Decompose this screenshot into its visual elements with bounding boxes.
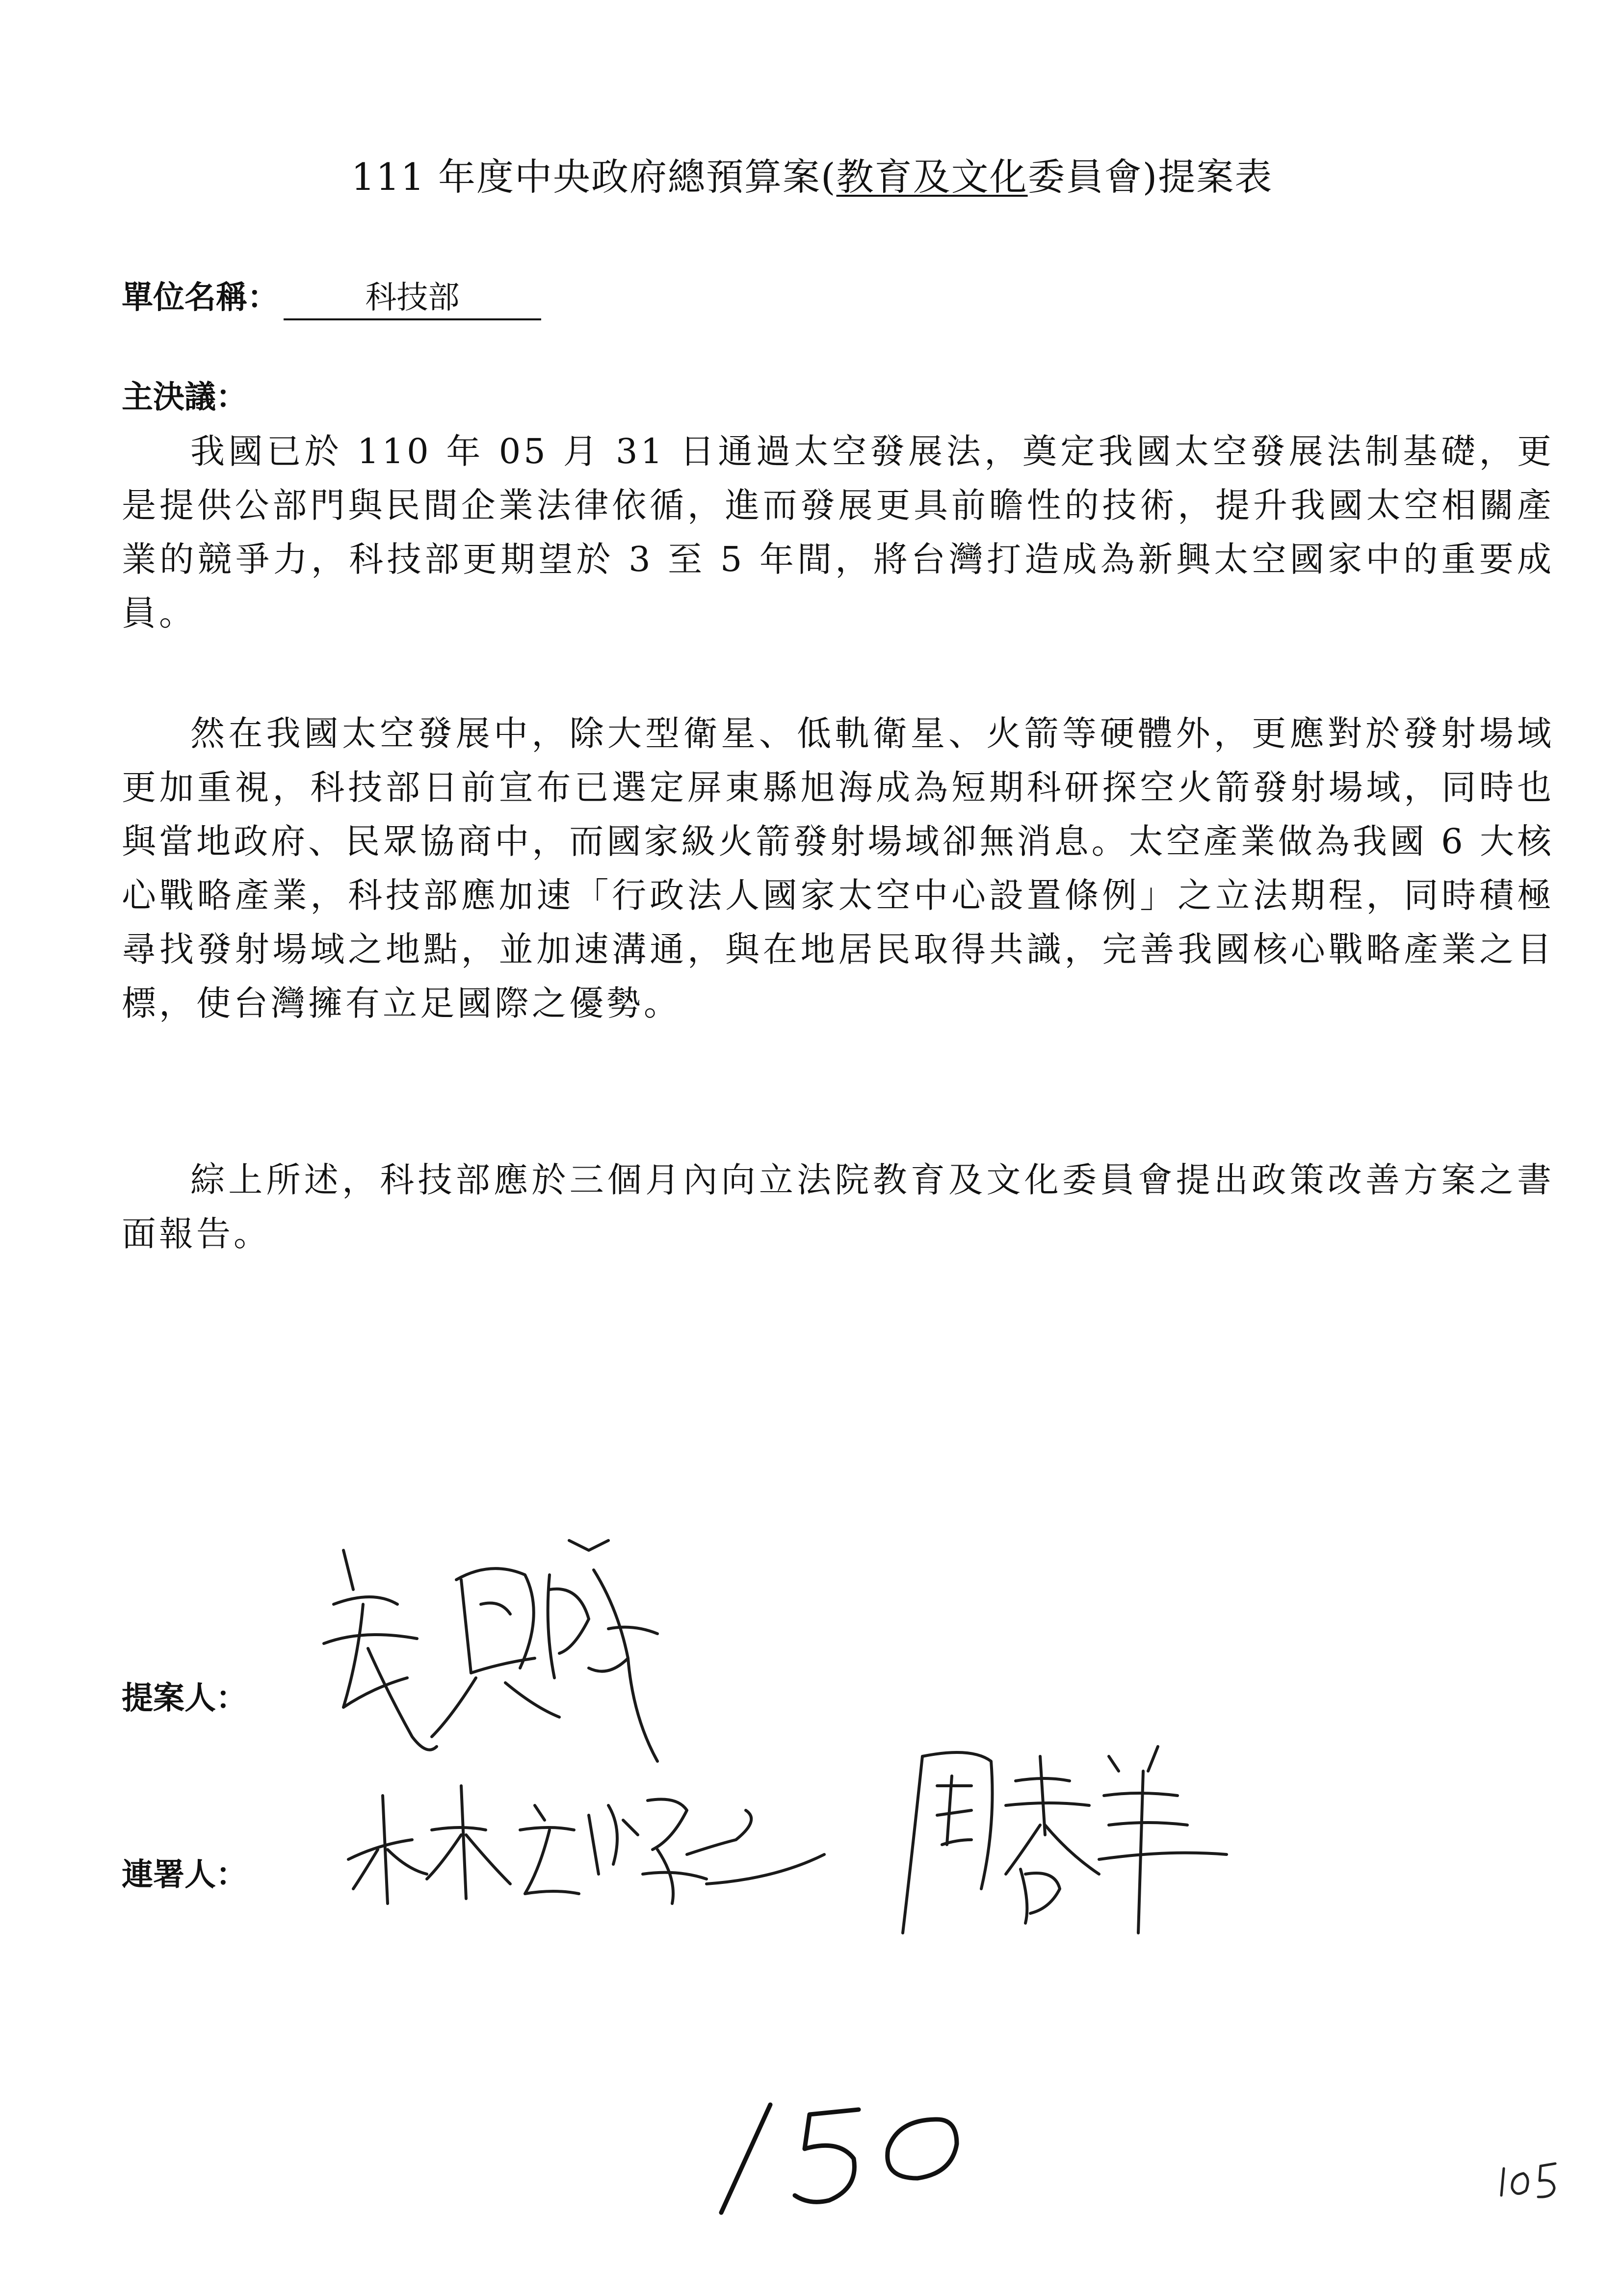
unit-label: 單位名稱：	[122, 280, 279, 316]
cosigner-signature-1	[334, 1756, 849, 1913]
proposer-signature	[314, 1531, 716, 1786]
proposer-label: 提案人：	[122, 1680, 247, 1717]
unit-row	[122, 272, 541, 320]
unit-value: 科技部	[284, 272, 541, 320]
cosigner-signature-2	[893, 1727, 1236, 1938]
document-title: 111 年度中央政府總預算案(教育及文化委員會)提案表	[351, 155, 1273, 199]
page-number	[1496, 2154, 1565, 2205]
main-resolution-label: 主決議：	[122, 379, 247, 416]
handwritten-number	[711, 2095, 986, 2224]
cosigner-label: 連署人：	[122, 1857, 247, 1893]
paragraph-1: 我國已於 110 年 05 月 31 日通過太空發展法，奠定我國太空發展法制基礎，更是提供公部門與民間企業法律依循，進而發展更具前瞻性的技術，提升我國太空相關產業的競爭力，科技部更期望於 3 至 5 年間，將台灣打造成為新興太空國家中的重要成員。	[122, 431, 1554, 633]
paragraph-3: 綜上所述，科技部應於三個月內向立法院教育及文化委員會提出政策改善方案之書面報告。	[122, 1160, 1554, 1254]
paragraph-2: 然在我國太空發展中，除大型衛星、低軌衛星、火箭等硬體外，更應對於發射場域更加重視，科技部日前宣布已選定屏東縣旭海成為短期科研探空火箭發射場域，同時也與當地政府、民眾協商中，而國家級火箭發射場域卻無消息。太空產業做為我國 6 大核心戰略產業，科技部應加速「行政法人國家太空中心設置條例」之立法期程，同時積極尋找發射場域之地點，並加速溝通，與在地居民取得共識，完善我國核心戰略產業之目標，使台灣擁有立足國際之優勢。	[122, 713, 1554, 1023]
committee-name-underlined: 教育及文化	[836, 155, 1028, 199]
